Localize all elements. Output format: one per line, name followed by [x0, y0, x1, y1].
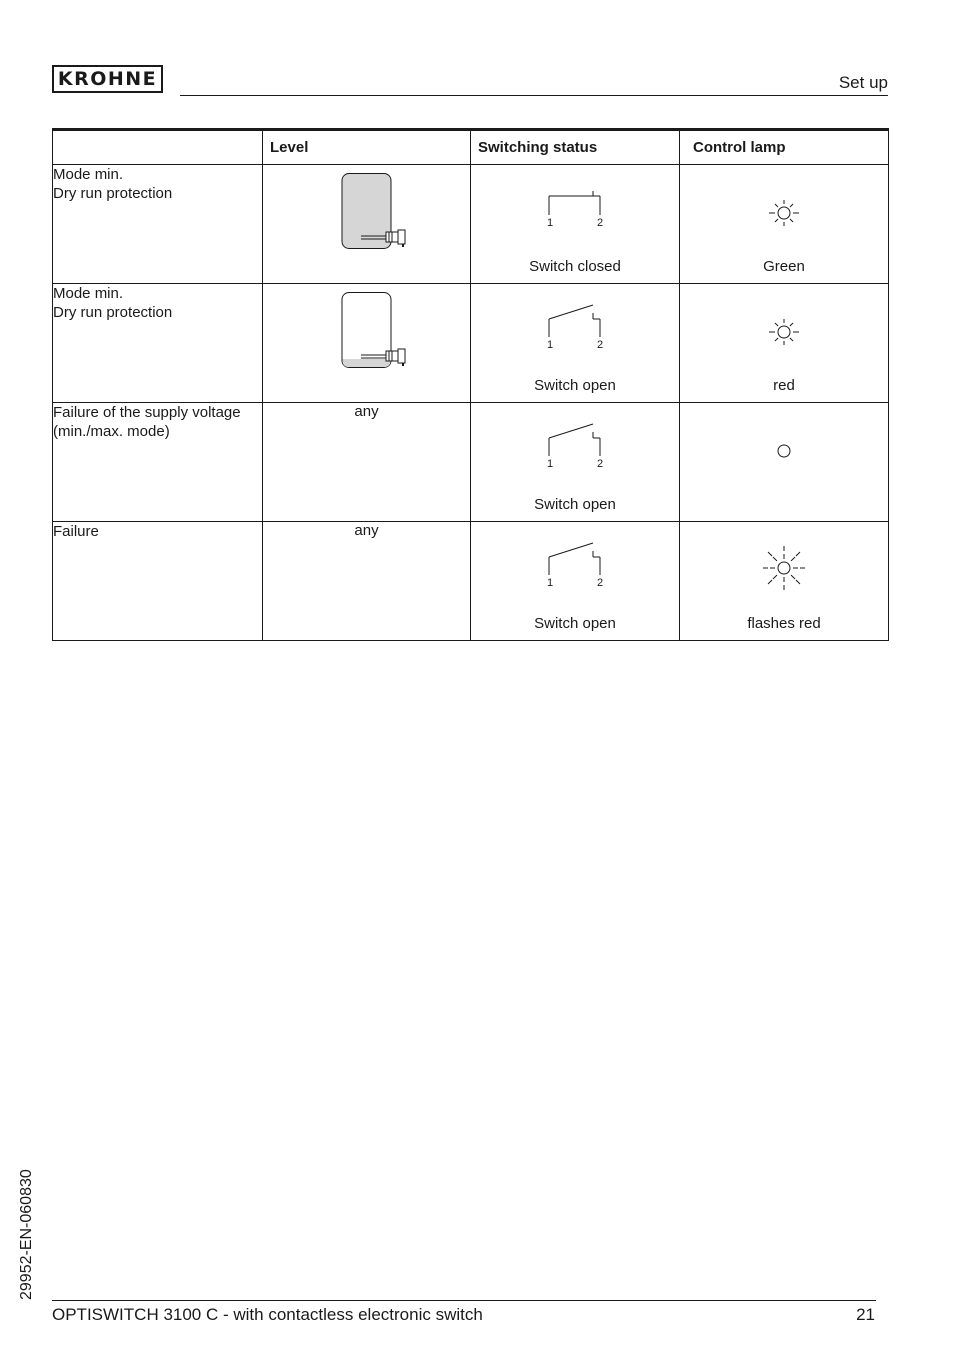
control-lamp-cell	[680, 522, 889, 641]
level-cell	[263, 522, 471, 641]
level-cell	[263, 403, 471, 522]
switch-closed-icon	[537, 183, 617, 229]
mode-cell	[53, 522, 263, 641]
terminal-label: 1	[547, 217, 554, 229]
terminal-label: 2	[597, 339, 604, 348]
header-rule	[180, 95, 888, 96]
switching-status-label: Switch closed	[529, 258, 621, 275]
mode-line: Dry run protection	[53, 185, 173, 202]
column-header-level: Level	[263, 130, 471, 165]
mode-cell	[53, 403, 263, 522]
column-header-control-lamp: Control lamp	[680, 130, 889, 165]
control-lamp-cell	[680, 403, 889, 522]
level-cell	[263, 165, 471, 284]
mode-line: (min./max. mode)	[53, 423, 170, 440]
terminal-label: 1	[547, 577, 554, 586]
switching-status-label: Switch open	[534, 377, 616, 394]
mode-cell	[53, 165, 263, 284]
column-header-switching-status: Switching status	[471, 130, 680, 165]
terminal-label: 2	[597, 217, 604, 229]
mode-line: Dry run protection	[53, 304, 173, 321]
switch-open-icon	[537, 421, 617, 467]
table-header-row	[53, 130, 889, 165]
level-label: any	[354, 403, 379, 420]
lamp-lit-icon	[764, 312, 804, 352]
control-lamp-cell	[680, 165, 889, 284]
mode-cell	[53, 284, 263, 403]
level-cell	[263, 284, 471, 403]
terminal-label: 2	[597, 458, 604, 467]
mode-line: Failure of the supply voltage	[53, 404, 241, 421]
switching-status-label: Switch open	[534, 615, 616, 632]
switching-status-cell	[471, 165, 680, 284]
switching-status-cell	[471, 403, 680, 522]
lamp-off-icon	[764, 431, 804, 471]
terminal-label: 2	[597, 577, 604, 586]
control-lamp-cell	[680, 284, 889, 403]
switching-status-label: Switch open	[534, 496, 616, 513]
vessel-empty-image	[330, 292, 406, 372]
page-number: 21	[856, 1305, 875, 1324]
table-row	[53, 165, 889, 284]
control-lamp-label: Green	[763, 258, 805, 275]
lamp-flashing-icon	[756, 542, 812, 598]
table-row	[53, 403, 889, 522]
footer-title: OPTISWITCH 3100 C - with contactless electronic switch	[52, 1305, 483, 1324]
document-code: 29952-EN-060830	[18, 1169, 35, 1300]
switch-open-icon	[537, 302, 617, 348]
terminal-label: 1	[547, 458, 554, 467]
vessel-full-image	[330, 173, 406, 253]
switching-status-cell	[471, 284, 680, 403]
section-title: Set up	[838, 73, 888, 92]
control-lamp-label: flashes red	[747, 615, 821, 632]
switching-status-table	[52, 128, 889, 641]
column-header-mode	[53, 130, 263, 165]
terminal-label: 1	[547, 339, 554, 348]
switch-open-icon	[537, 540, 617, 586]
table-row	[53, 522, 889, 641]
table-row	[53, 284, 889, 403]
level-label: any	[354, 522, 379, 539]
mode-line: Mode min.	[53, 166, 124, 183]
control-lamp-label: red	[773, 377, 795, 394]
switching-status-cell	[471, 522, 680, 641]
krohne-logo: KROHNE	[52, 65, 163, 93]
mode-line: Mode min.	[53, 285, 124, 302]
mode-line: Failure	[53, 523, 99, 540]
lamp-lit-icon	[764, 193, 804, 233]
footer-rule	[52, 1300, 876, 1301]
